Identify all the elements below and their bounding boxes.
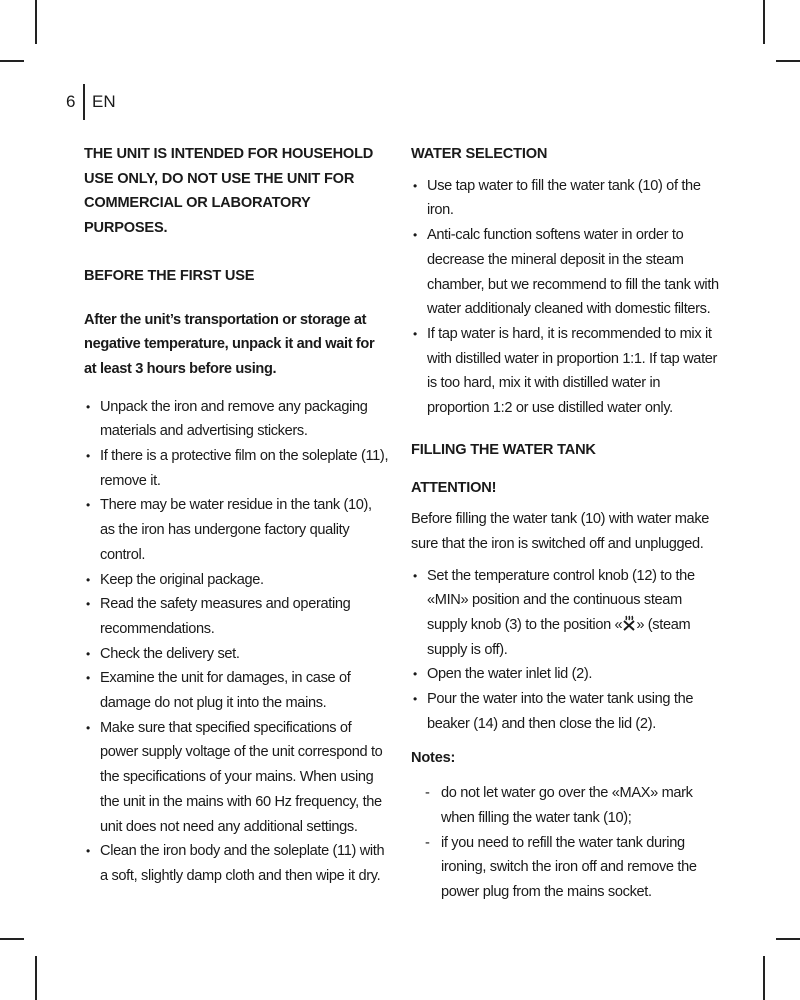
crop-mark-bottom-left-vertical [35, 956, 37, 1000]
list-item: - do not let water go over the «MAX» mark when filling the water tank (10); [425, 781, 721, 830]
household-use-notice: THE UNIT IS INTENDED FOR HOUSEHOLD USE ONLY, DO NOT USE THE UNIT FOR COMMERCIAL OR LABORATORY PURPOSES. [84, 146, 374, 237]
list-item: • Anti-calc function softens water in order to decrease the mineral deposit in the steam chamber, but we recommend to fill the tank with water additionaly cleaned with domestic filters. [411, 223, 721, 322]
language-code: EN [92, 92, 116, 111]
list-item: • Unpack the iron and remove any packaging materials and advertising stickers. [84, 395, 389, 444]
before-first-use-heading: BEFORE THE FIRST USE [84, 267, 255, 284]
list-item: • Clean the iron body and the soleplate (11) with a soft, slightly damp cloth and then wipe it dry. [84, 839, 389, 888]
first-use-list [84, 395, 389, 889]
list-item: • Use tap water to fill the water tank (10) of the iron. [411, 174, 721, 223]
crop-mark-bottom-right-horizontal [776, 938, 800, 940]
notes-heading: Notes: [411, 750, 456, 767]
list-item [411, 564, 721, 663]
crop-mark-bottom-right-vertical [763, 956, 765, 1000]
list-item: • Examine the unit for damages, in case of damage do not plug it into the mains. [84, 666, 389, 715]
list-item: • Make sure that specified specifications of power supply voltage of the unit correspond to the specifications of your mains. When using the unit in the mains with 60 Hz frequency, the unit does not need any additional settings. [84, 716, 389, 840]
filling-tank-heading: FILLING THE WATER TANK [411, 441, 596, 458]
crop-mark-top-right-horizontal [776, 60, 800, 62]
right-column [411, 142, 721, 905]
notes-list [425, 781, 721, 905]
transport-storage-warning: After the unit’s transportation or storage at negative temperature, unpack it and wait for at least 3 hours before using. [84, 311, 375, 377]
list-item: • Check the delivery set. [84, 642, 389, 667]
list-item: • Read the safety measures and operating recommendations. [84, 592, 389, 641]
list-item: • Keep the original package. [84, 568, 389, 593]
filling-steps-list [411, 564, 721, 737]
list-item: • Open the water inlet lid (2). [411, 662, 721, 687]
water-selection-heading: WATER SELECTION [411, 146, 548, 162]
crop-mark-bottom-left-horizontal [0, 938, 24, 940]
list-item: • If there is a protective film on the soleplate (11), remove it. [84, 444, 389, 493]
list-item: - if you need to refill the water tank during ironing, switch the iron off and remove the power plug from the mains socket. [425, 831, 721, 905]
list-item: • There may be water residue in the tank (10), as the iron has undergone factory quality control. [84, 493, 389, 567]
step-text: Set the temperature control knob (12) to the «MIN» position and the continuous steam supply knob (3) to the position « [427, 567, 695, 633]
crop-mark-top-left-vertical [35, 0, 37, 44]
steam-off-icon [622, 615, 636, 631]
left-column [84, 142, 389, 889]
crop-mark-top-right-vertical [763, 0, 765, 44]
step-text: » (steam supply is off). [427, 616, 691, 658]
attention-text: Before filling the water tank (10) with water make sure that the iron is switched off and unplugged. [411, 511, 710, 552]
page-number: 6 [66, 92, 76, 111]
water-selection-list [411, 174, 721, 421]
crop-mark-top-left-horizontal [0, 60, 24, 62]
header-divider [83, 84, 85, 120]
attention-heading: ATTENTION! [411, 480, 497, 497]
list-item: • If tap water is hard, it is recommended to mix it with distilled water in proportion 1:1. If tap water is too hard, mix it with distilled water in proportion 1:2 or use distilled water only. [411, 322, 721, 421]
list-item: • Pour the water into the water tank using the beaker (14) and then close the lid (2). [411, 687, 721, 736]
